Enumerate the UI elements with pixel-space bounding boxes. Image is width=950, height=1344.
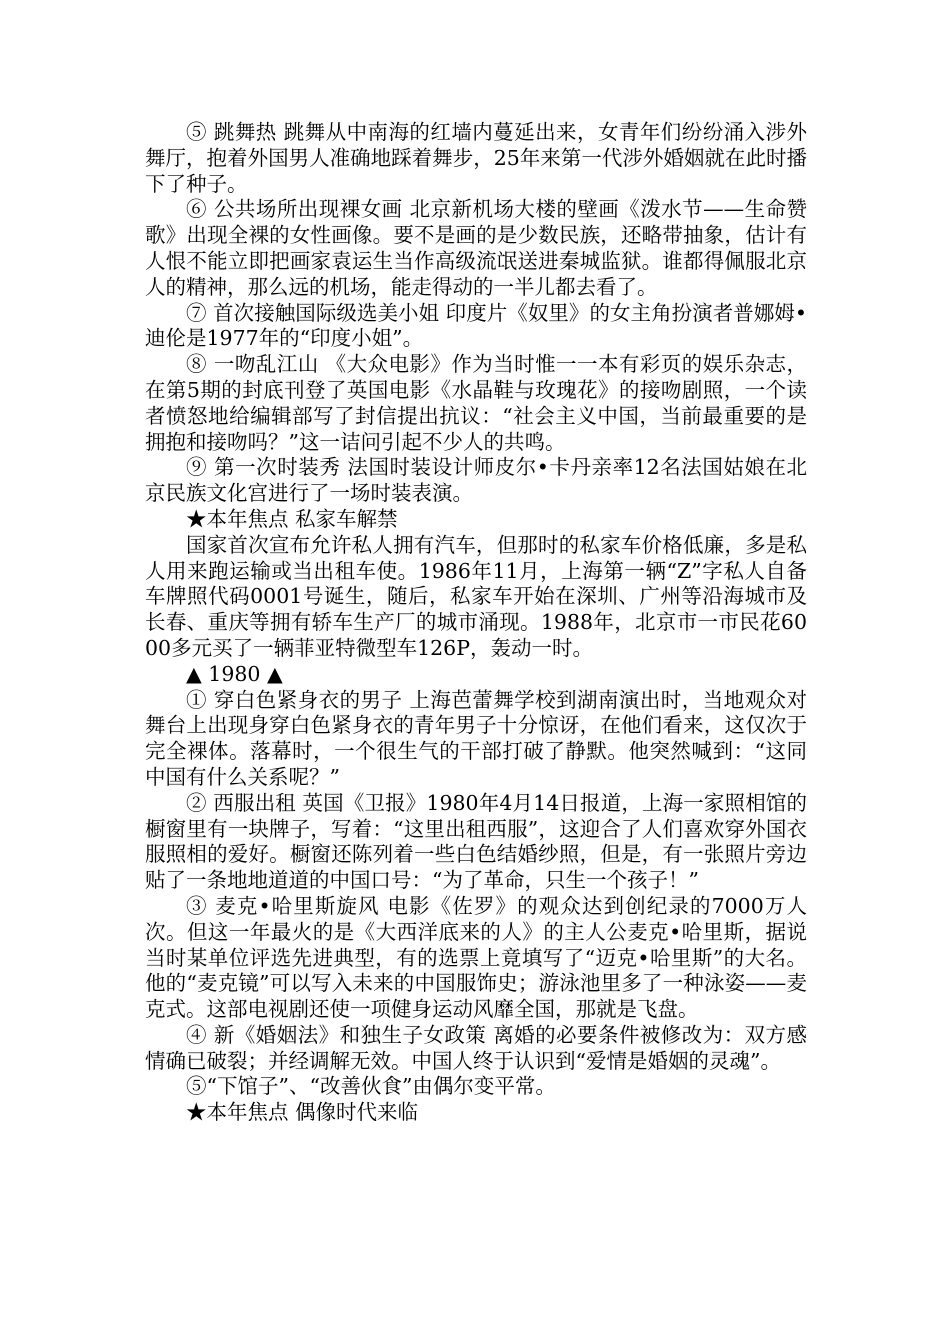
year-heading-1980: ▲ 1980 ▲ (186, 661, 283, 686)
paragraph-private-cars: 国家首次宣布允许私人拥有汽车，但那时的私家车价格低廉，多是私人用来跑运输或当出租车使。1986年11月，上海第一辆“Z”字私人自备车牌照代码0001号诞生，随后，私家车开始在深圳、广州等沿海城市及长春、重庆等拥有轿车生产厂的城市涌现。1988年，北京市一市民花6000多元买了一辆菲亚特微型车126P，轰动一时。 (145, 532, 807, 660)
paragraph-marriage-law: ④ 新《婚姻法》和独生子女政策 离婚的必要条件被修改为：双方感情确已破裂；并经调解无效。中国人终于认识到“爱情是婚姻的灵魂”。 (145, 1022, 807, 1073)
paragraph-mike-harris: ③ 麦克•哈里斯旋风 电影《佐罗》的观众达到创纪录的7000万人次。但这一年最火的是《大西洋底来的人》的主人公麦克•哈里斯，据说当时某单位评选先进典型，有的选票上竟填写了“迈克•哈里斯”的大名。他的“麦克镜”可以写入未来的中国服饰史；游泳池里多了一种泳姿——麦克式。这部电视剧还使一项健身运动风靡全国，那就是飞盘。 (145, 893, 807, 1022)
paragraph-nude-mural: ⑥ 公共场所出现裸女画 北京新机场大楼的壁画《泼水节——生命赞歌》出现全裸的女性画像。要不是画的是少数民族，还略带抽象，估计有人恨不能立即把画家袁运生当作高级流氓送进秦城监狱。谁都得佩服北京人的精神，那么远的机场，能走得动的一半儿都去看了。 (145, 197, 807, 299)
paragraph-beauty-queen: ⑦ 首次接触国际级选美小姐 印度片《奴里》的女主角扮演者普娜姆•迪伦是1977年的“印度小姐”。 (145, 300, 807, 351)
section-heading-idol-era: ★本年焦点 偶像时代来临 (186, 1100, 419, 1125)
paragraph-dining-out: ⑤“下馆子”、“改善伙食”由偶尔变平常。 (186, 1074, 556, 1099)
section-heading-private-cars: ★本年焦点 私家车解禁 (186, 506, 398, 531)
paragraph-white-tights: ① 穿白色紧身衣的男子 上海芭蕾舞学校到湖南演出时，当地观众对舞台上出现身穿白色紧身衣的青年男子十分惊讶，在他们看来，这仅次于完全裸体。落幕时，一个很生气的干部打破了静默。他突然喊到：“这同中国有什么关系呢？” (145, 687, 807, 789)
paragraph-dancing-craze: ⑤ 跳舞热 跳舞从中南海的红墙内蔓延出来，女青年们纷纷涌入涉外舞厅，抱着外国男人准确地踩着舞步，25年来第一代涉外婚姻就在此时播下了种子。 (145, 120, 807, 196)
paragraph-suit-rental: ② 西服出租 英国《卫报》1980年4月14日报道，上海一家照相馆的橱窗里有一块牌子，写着：“这里出租西服”，这迎合了人们喜欢穿外国衣服照相的爱好。橱窗还陈列着一些白色结婚纱照，但是，有一张照片旁边贴了一条地地道道的中国口号：“为了革命，只生一个孩子！” (145, 790, 807, 893)
paragraph-kiss-photo: ⑧ 一吻乱江山 《大众电影》作为当时惟一一本有彩页的娱乐杂志，在第5期的封底刊登了英国电影《水晶鞋与玫瑰花》的接吻剧照，一个读者愤怒地给编辑部写了封信提出抗议：“社会主义中国，当前最重要的是拥抱和接吻吗？”这一诘问引起不少人的共鸣。 (145, 352, 807, 454)
document-body (145, 120, 807, 1126)
paragraph-fashion-show: ⑨ 第一次时装秀 法国时装设计师皮尔•卡丹亲率12名法国姑娘在北京民族文化宫进行了一场时装表演。 (145, 455, 807, 506)
